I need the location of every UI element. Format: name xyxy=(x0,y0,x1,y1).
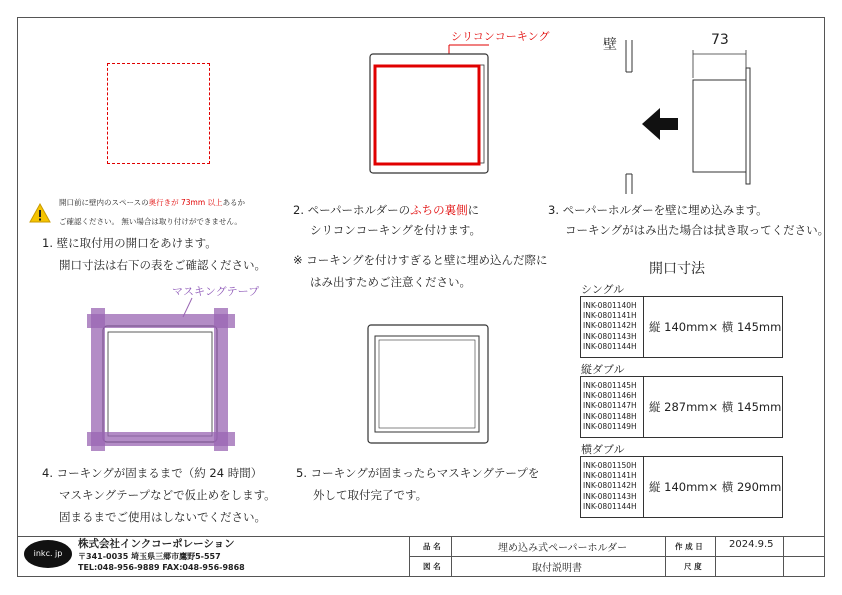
step2-note2: はみ出すためご注意ください。 xyxy=(310,275,471,289)
company-name: 株式会社インクコーポレーション xyxy=(78,538,235,550)
opening-title: 開口寸法 xyxy=(649,261,705,277)
codes-single: INK-0801140H INK-0801141H INK-0801142H INK-0801143H INK-0801144H xyxy=(583,301,637,351)
label-product-name: 品 名 xyxy=(423,542,441,551)
step5-line2: 外して取付完了です。 xyxy=(313,488,428,502)
wall-label: 壁 xyxy=(603,37,617,53)
wall-embed-illustration xyxy=(620,30,760,200)
drawing-name: 取付説明書 xyxy=(532,563,582,574)
opening-row-horizontal-double xyxy=(580,456,783,518)
tb-divider-5 xyxy=(783,536,784,576)
label-scale: 尺 度 xyxy=(684,562,702,571)
masking-tape-illustration xyxy=(83,296,243,454)
tape-label: マスキングテープ xyxy=(172,285,260,298)
step4-line3: 固まるまでご使用はしないでください。 xyxy=(59,510,266,524)
step4-line1: 4. コーキングが固まるまで（約 24 時間） xyxy=(42,466,263,480)
tb-divider-2 xyxy=(451,536,452,576)
company-contact: TEL:048-956-9889 FAX:048-956-9868 xyxy=(78,563,245,572)
size-horizontal-double: 縦 140mm× 横 290mm xyxy=(649,480,782,494)
step1-line1: 1. 壁に取付用の開口をあけます。 xyxy=(42,236,217,250)
codes-vertical-double: INK-0801145H INK-0801146H INK-0801147H INK-0801148H INK-0801149H xyxy=(583,381,637,431)
step2-line2: シリコンコーキングを付けます。 xyxy=(310,223,482,237)
step3-line1: 3. ペーパーホルダーを壁に埋め込みます。 xyxy=(548,203,768,217)
size-vertical-double: 縦 287mm× 横 145mm xyxy=(649,400,782,414)
holder-back-illustration xyxy=(369,28,489,178)
group-name-single: シングル xyxy=(581,283,625,296)
opening-row-vertical-double xyxy=(580,376,783,438)
group-name-vertical-double: 縦ダブル xyxy=(581,363,625,376)
label-date: 作 成 日 xyxy=(675,542,703,551)
codes-horizontal-double: INK-0801150H INK-0801141H INK-0801142H INK-0801143H INK-0801144H xyxy=(583,461,637,511)
tb-divider-1 xyxy=(409,536,410,576)
created-date: 2024.9.5 xyxy=(729,539,774,550)
step1-line2: 開口寸法は右下の表をご確認ください。 xyxy=(59,258,266,272)
opening-row-single xyxy=(580,296,783,358)
installed-holder-illustration xyxy=(367,324,489,444)
size-single: 縦 140mm× 横 145mm xyxy=(649,320,782,334)
product-name: 埋め込み式ペーパーホルダー xyxy=(498,543,628,554)
warning-triangle-icon xyxy=(29,203,51,223)
step2-line1: 2. ペーパーホルダーのふちの裏側に xyxy=(293,203,480,217)
arrow-left-icon xyxy=(642,108,678,140)
step4-line2: マスキングテープなどで仮止めをします。 xyxy=(59,488,276,502)
opening-outline xyxy=(107,63,210,164)
company-logo: inkc. jp xyxy=(24,540,72,568)
tb-divider-3 xyxy=(665,536,666,576)
step2-note1: ※ コーキングを付けすぎると壁に埋め込んだ際に xyxy=(293,253,548,267)
step5-line1: 5. コーキングが固まったらマスキングテープを xyxy=(296,466,540,480)
step3-line2: コーキングがはみ出た場合は拭き取ってください。 xyxy=(565,223,830,237)
company-address: 〒341-0035 埼玉県三郷市鷹野5-557 xyxy=(78,552,221,561)
group-name-horizontal-double: 横ダブル xyxy=(581,443,625,456)
silicone-callout: シリコンコーキング xyxy=(451,30,550,43)
warning-line-1: 開口前に壁内のスペースの奥行きが 73mm 以上あるか xyxy=(59,198,246,207)
tb-divider-4 xyxy=(715,536,716,576)
warning-line-2: ご確認ください。 無い場合は取り付けができません。 xyxy=(59,217,242,226)
label-drawing-name: 図 名 xyxy=(423,562,441,571)
depth-label: 73 xyxy=(711,32,729,48)
